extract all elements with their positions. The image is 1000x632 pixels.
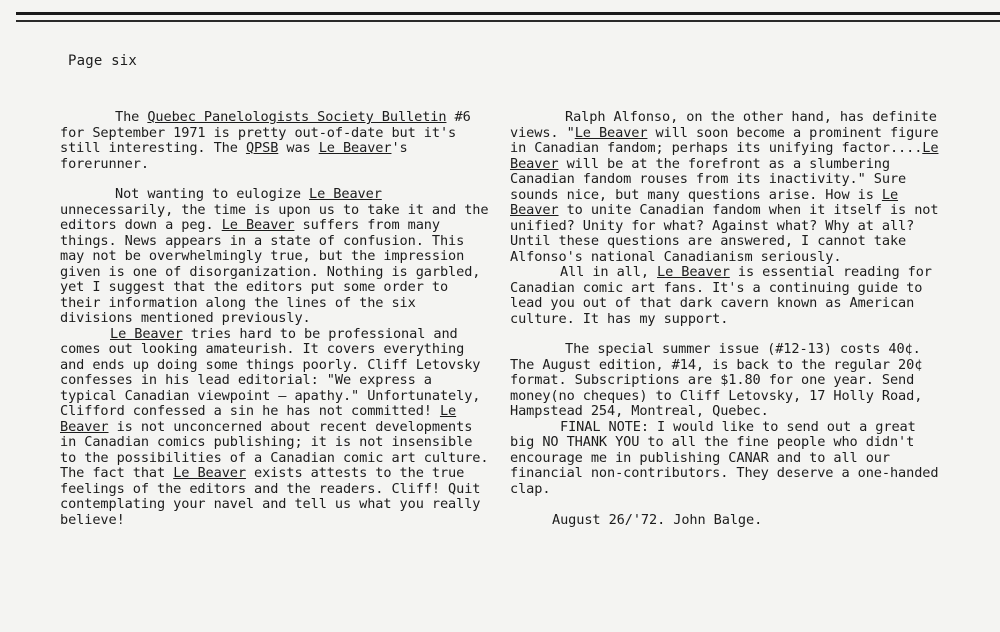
- paragraph: [510, 110, 940, 265]
- underlined-title: Le Beaver: [110, 325, 183, 342]
- underlined-title: Le Beaver: [510, 140, 939, 172]
- text-run: to unite Canadian fandom when it itself is not unified? Unity for what? Against what? Why at all? Until these questions are answered, I cannot take Alfonso's national Canadianism seriously.: [510, 202, 939, 265]
- text-run: will be at the forefront as a slumbering Canadian fandom rouses from its inactivity." Sure sounds nice, but many questions arise. How is: [510, 155, 907, 203]
- underlined-title: Le Beaver: [318, 140, 392, 156]
- paragraph: [60, 110, 495, 172]
- left-column: [60, 110, 495, 528]
- underlined-title: Quebec Panelologists Society Bulletin: [147, 109, 447, 125]
- signature-line: [510, 513, 940, 529]
- top-rule-thin: [16, 20, 1000, 22]
- underlined-title: Le Beaver: [309, 186, 382, 202]
- paragraph: [510, 342, 940, 420]
- text-run: exists attests to the true feelings of the editors and the readers. Cliff! Quit contemplating your navel and tell us what you really believe!: [60, 465, 481, 528]
- page-label: Page six: [68, 53, 138, 69]
- underlined-title: Le Beaver: [574, 124, 648, 141]
- top-rule-thick: [16, 12, 1000, 15]
- underlined-title: Le Beaver: [657, 264, 730, 280]
- text-run: is essential reading for Canadian comic art fans. It's a continuing guide to lead you out of that dark cavern known as American culture. It has my support.: [510, 264, 932, 327]
- text-run: was: [278, 140, 319, 156]
- underlined-title: Le Beaver: [60, 403, 457, 435]
- text-run: All in all,: [560, 264, 658, 280]
- paragraph-gap: [510, 327, 940, 342]
- text-run: is not unconcerned about recent developments in Canadian comics publishing; it is not insensible to the possibilities of a Canadian comic art culture. The fact that: [60, 418, 489, 481]
- text-run: will soon become a prominent figure in Canadian fandom; perhaps its unifying factor....: [510, 124, 939, 156]
- text-run: August 26/'72. John Balge.: [552, 512, 763, 528]
- text-run: Ralph Alfonso, on the other hand, has definite views. ": [510, 109, 937, 141]
- text-run: unnecessarily, the time is upon us to take it and the editors down a peg.: [60, 201, 489, 233]
- text-run: The: [115, 109, 148, 125]
- paragraph: [60, 327, 495, 529]
- underlined-title: Le Beaver: [221, 217, 295, 233]
- text-run: 's forerunner.: [60, 140, 408, 172]
- text-run: #6 for September 1971 is pretty out-of-date but it's still interesting. The: [60, 109, 471, 156]
- text-run: Not wanting to eulogize: [115, 186, 310, 202]
- text-run: suffers from many things. News appears in a state of confusion. This may not be overwhelmingly true, but the impression given is one of disorganization. Nothing is garbled, yet I suggest that the editors put some order to their information along the lines of the six divisions mentioned previously.: [60, 217, 481, 326]
- paragraph-gap: [60, 172, 495, 187]
- text-run: FINAL NOTE: I would like to send out a great big NO THANK YOU to all the fine people who didn't encourage me in publishing CANAR and to all our financial non-contributors. They deserve a one-handed clap.: [510, 418, 939, 497]
- paragraph: [510, 420, 940, 498]
- underlined-title: Le Beaver: [510, 186, 899, 218]
- underlined-title: Le Beaver: [173, 465, 246, 481]
- paragraph: [60, 187, 495, 327]
- underlined-title: QPSB: [245, 140, 279, 156]
- text-run: tries hard to be professional and comes out looking amateurish. It covers everything and ends up doing some things poorly. Cliff Letovsky confesses in his lead editorial: "We express a typical Canadian viewpoint — apathy." Unfortunately, Clifford confessed a sin he has not committed!: [60, 325, 481, 419]
- text-run: The special summer issue (#12-13) costs 40¢. The August edition, #14, is back to the regular 20¢ format. Subscriptions are $1.80 for one year. Send money(no cheques) to Cliff Letovsky, 17 Holly Road, Hampstead 254, Montreal, Quebec.: [510, 341, 923, 419]
- paragraph: [510, 265, 940, 327]
- right-column: [510, 110, 940, 529]
